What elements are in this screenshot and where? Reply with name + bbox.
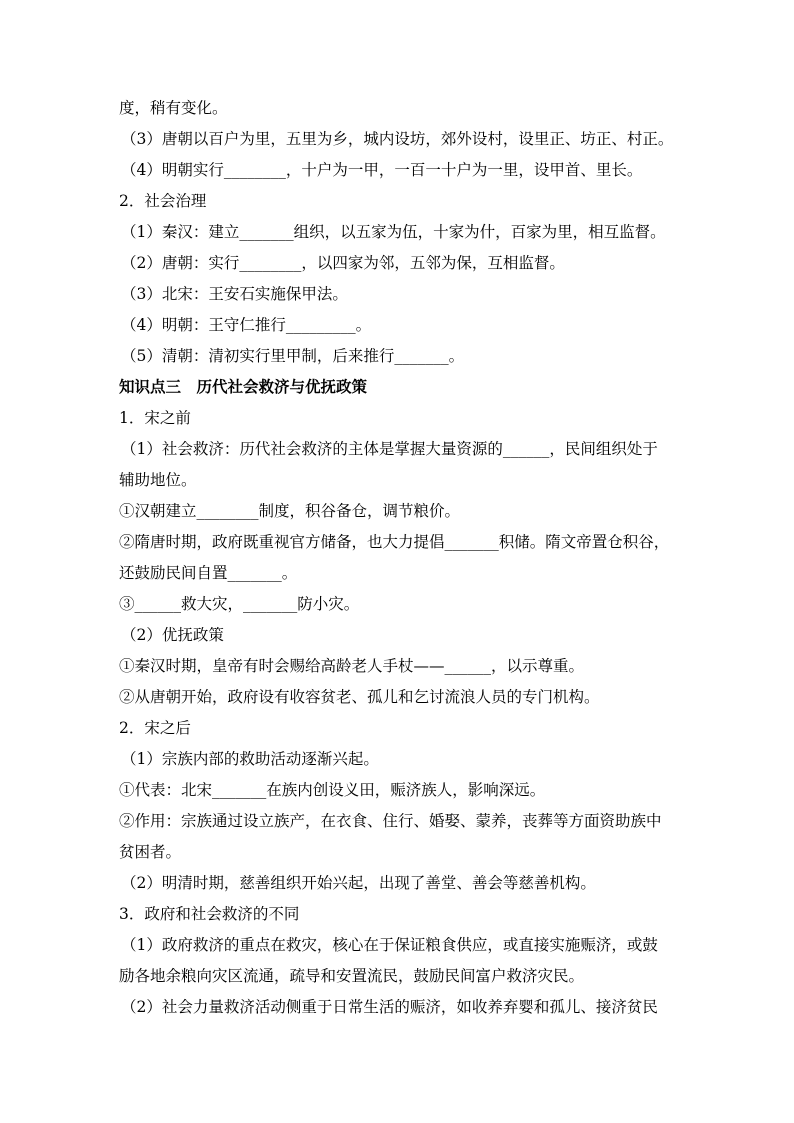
text-line: ②从唐朝开始，政府设有收容贫老、孤儿和乞讨流浪人员的专门机构。 (119, 688, 600, 706)
text-line: （3）北宋：王安石实施保甲法。 (121, 285, 348, 303)
text-line: 辅助地位。 (119, 471, 197, 489)
text-line: 贫困者。 (119, 843, 182, 861)
text-line: （4）明朝实行________，十户为一甲，一百一十户为一里，设甲首、里长。 (121, 161, 643, 179)
section-heading: 1．宋之前 (119, 409, 191, 427)
text-line: （1）社会救济：历代社会救济的主体是掌握大量资源的______，民间组织处于 (121, 440, 658, 458)
text-line: （2）优抚政策 (121, 626, 224, 644)
text-line: ②隋唐时期，政府既重视官方储备，也大力提倡_______积储。隋文帝置仓积谷， (119, 533, 670, 551)
knowledge-point-title: 知识点三 历代社会救济与优抚政策 (119, 377, 368, 396)
text-line: ①秦汉时期，皇帝有时会赐给高龄老人手杖——______，以示尊重。 (119, 657, 585, 675)
text-line: ③______救大灾，_______防小灾。 (119, 595, 360, 613)
text-line: 励各地余粮向灾区流通，疏导和安置流民，鼓励民间富户救济灾民。 (119, 967, 585, 985)
text-line: （1）宗族内部的救助活动逐渐兴起。 (121, 750, 379, 768)
section-heading: 2．宋之后 (119, 719, 191, 737)
text-line: （2）唐朝：实行________，以四家为邻，五邻为保，互相监督。 (121, 254, 565, 272)
text-line: 还鼓励民间自置_______。 (119, 564, 298, 582)
text-line: （2）明清时期，慈善组织开始兴起，出现了善堂、善会等慈善机构。 (121, 874, 596, 892)
text-line: 度，稍有变化。 (119, 99, 228, 117)
text-line: （1）秦汉：建立_______组织，以五家为伍，十家为什，百家为里，相互监督。 (121, 223, 666, 241)
text-line: （2）社会力量救济活动侧重于日常生活的赈济，如收养弃婴和孤儿、接济贫民 (121, 998, 658, 1016)
text-line: （4）明朝：王守仁推行_________。 (121, 316, 372, 334)
text-line: （1）政府救济的重点在救灾，核心在于保证粮食供应，或直接实施赈济，或鼓 (121, 936, 658, 954)
text-line: （3）唐朝以百户为里，五里为乡，城内设坊，郊外设村，设里正、坊正、村正。 (121, 130, 674, 148)
text-line: ②作用：宗族通过设立族产，在衣食、住行、婚娶、蒙养，丧葬等方面资助族中 (119, 812, 662, 830)
text-line: ①代表：北宋_______在族内创设义田，赈济族人，影响深远。 (119, 781, 546, 799)
section-heading: 2．社会治理 (119, 192, 207, 210)
text-line: （5）清朝：清初实行里甲制，后来推行_______。 (121, 347, 465, 365)
section-heading: 3．政府和社会救济的不同 (119, 905, 300, 923)
text-line: ①汉朝建立________制度，积谷备仓，调节粮价。 (119, 502, 461, 520)
